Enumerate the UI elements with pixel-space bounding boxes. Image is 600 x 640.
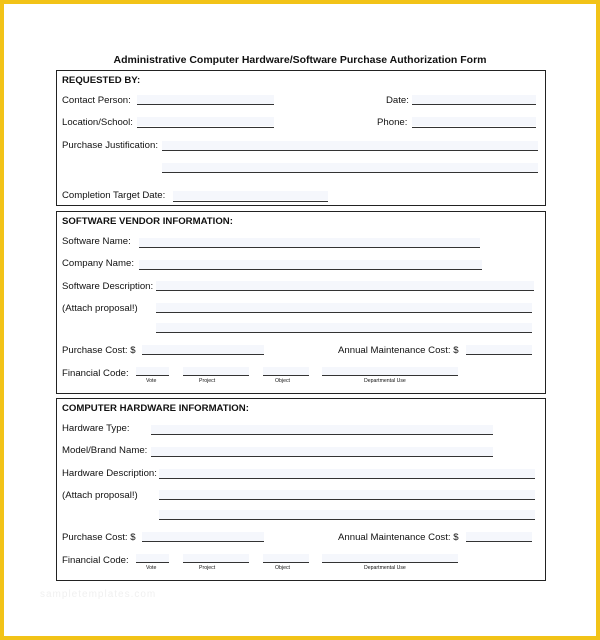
location-school-label: Location/School: [62,117,133,128]
software-name-field[interactable] [139,247,480,248]
hardware-proposal-field-line2[interactable] [159,519,535,520]
financial-code-vote-field[interactable] [136,562,169,563]
annual-maintenance-cost-field[interactable] [466,354,532,355]
company-name-label: Company Name: [62,258,134,269]
financial-code-project-field[interactable] [183,375,249,376]
financial-code-departmental-use-caption: Departmental Use [364,378,406,384]
model-brand-name-label: Model/Brand Name: [62,445,148,456]
purchase-cost-field[interactable] [142,541,264,542]
software-vendor-heading: SOFTWARE VENDOR INFORMATION: [62,216,233,227]
hardware-description-label: Hardware Description: [62,468,157,479]
contact-person-label: Contact Person: [62,95,131,106]
software-description-field[interactable] [156,290,534,291]
annual-maintenance-cost-label: Annual Maintenance Cost: $ [338,345,459,356]
software-name-label: Software Name: [62,236,131,247]
software-proposal-field-line1[interactable] [156,312,532,313]
computer-hardware-section [56,398,546,581]
completion-target-date-label: Completion Target Date: [62,190,166,201]
hardware-description-field[interactable] [159,478,535,479]
financial-code-object-caption: Object [275,565,290,571]
financial-code-departmental-use-caption: Departmental Use [364,565,406,571]
phone-field[interactable] [412,127,536,128]
financial-code-vote-caption: Vote [146,378,157,384]
financial-code-object-field[interactable] [263,375,309,376]
attach-proposal-label: (Attach proposal!) [62,303,138,314]
financial-code-vote-caption: Vote [146,565,157,571]
purchase-cost-field[interactable] [142,354,264,355]
hardware-type-field[interactable] [151,434,493,435]
financial-code-departmental-use-field[interactable] [322,375,458,376]
completion-target-date-field[interactable] [173,201,328,202]
financial-code-object-field[interactable] [263,562,309,563]
location-school-field[interactable] [137,127,274,128]
financial-code-departmental-use-field[interactable] [322,562,458,563]
date-field[interactable] [412,104,536,105]
financial-code-project-field[interactable] [183,562,249,563]
watermark: sampletemplates.com [40,589,157,600]
form-title: Administrative Computer Hardware/Software Purchase Authorization Form [113,54,487,66]
model-brand-name-field[interactable] [151,456,493,457]
hardware-proposal-field-line1[interactable] [159,499,535,500]
purchase-justification-label: Purchase Justification: [62,140,158,151]
company-name-field[interactable] [139,269,482,270]
purchase-cost-label: Purchase Cost: $ [62,345,136,356]
hardware-type-label: Hardware Type: [62,423,130,434]
computer-hardware-heading: COMPUTER HARDWARE INFORMATION: [62,403,249,414]
financial-code-label: Financial Code: [62,368,129,379]
annual-maintenance-cost-label: Annual Maintenance Cost: $ [338,532,459,543]
requested-by-section [56,70,546,206]
financial-code-vote-field[interactable] [136,375,169,376]
financial-code-object-caption: Object [275,378,290,384]
financial-code-project-caption: Project [199,378,216,384]
phone-label: Phone: [377,117,408,128]
purchase-justification-field-line2[interactable] [162,172,538,173]
date-label: Date: [386,95,409,106]
purchase-justification-field-line1[interactable] [162,150,538,151]
software-description-label: Software Description: [62,281,154,292]
software-vendor-section [56,211,546,394]
requested-by-heading: REQUESTED BY: [62,75,141,86]
attach-proposal-label: (Attach proposal!) [62,490,138,501]
contact-person-field[interactable] [137,104,274,105]
annual-maintenance-cost-field[interactable] [466,541,532,542]
purchase-cost-label: Purchase Cost: $ [62,532,136,543]
financial-code-project-caption: Project [199,565,216,571]
software-proposal-field-line2[interactable] [156,332,532,333]
financial-code-label: Financial Code: [62,555,129,566]
